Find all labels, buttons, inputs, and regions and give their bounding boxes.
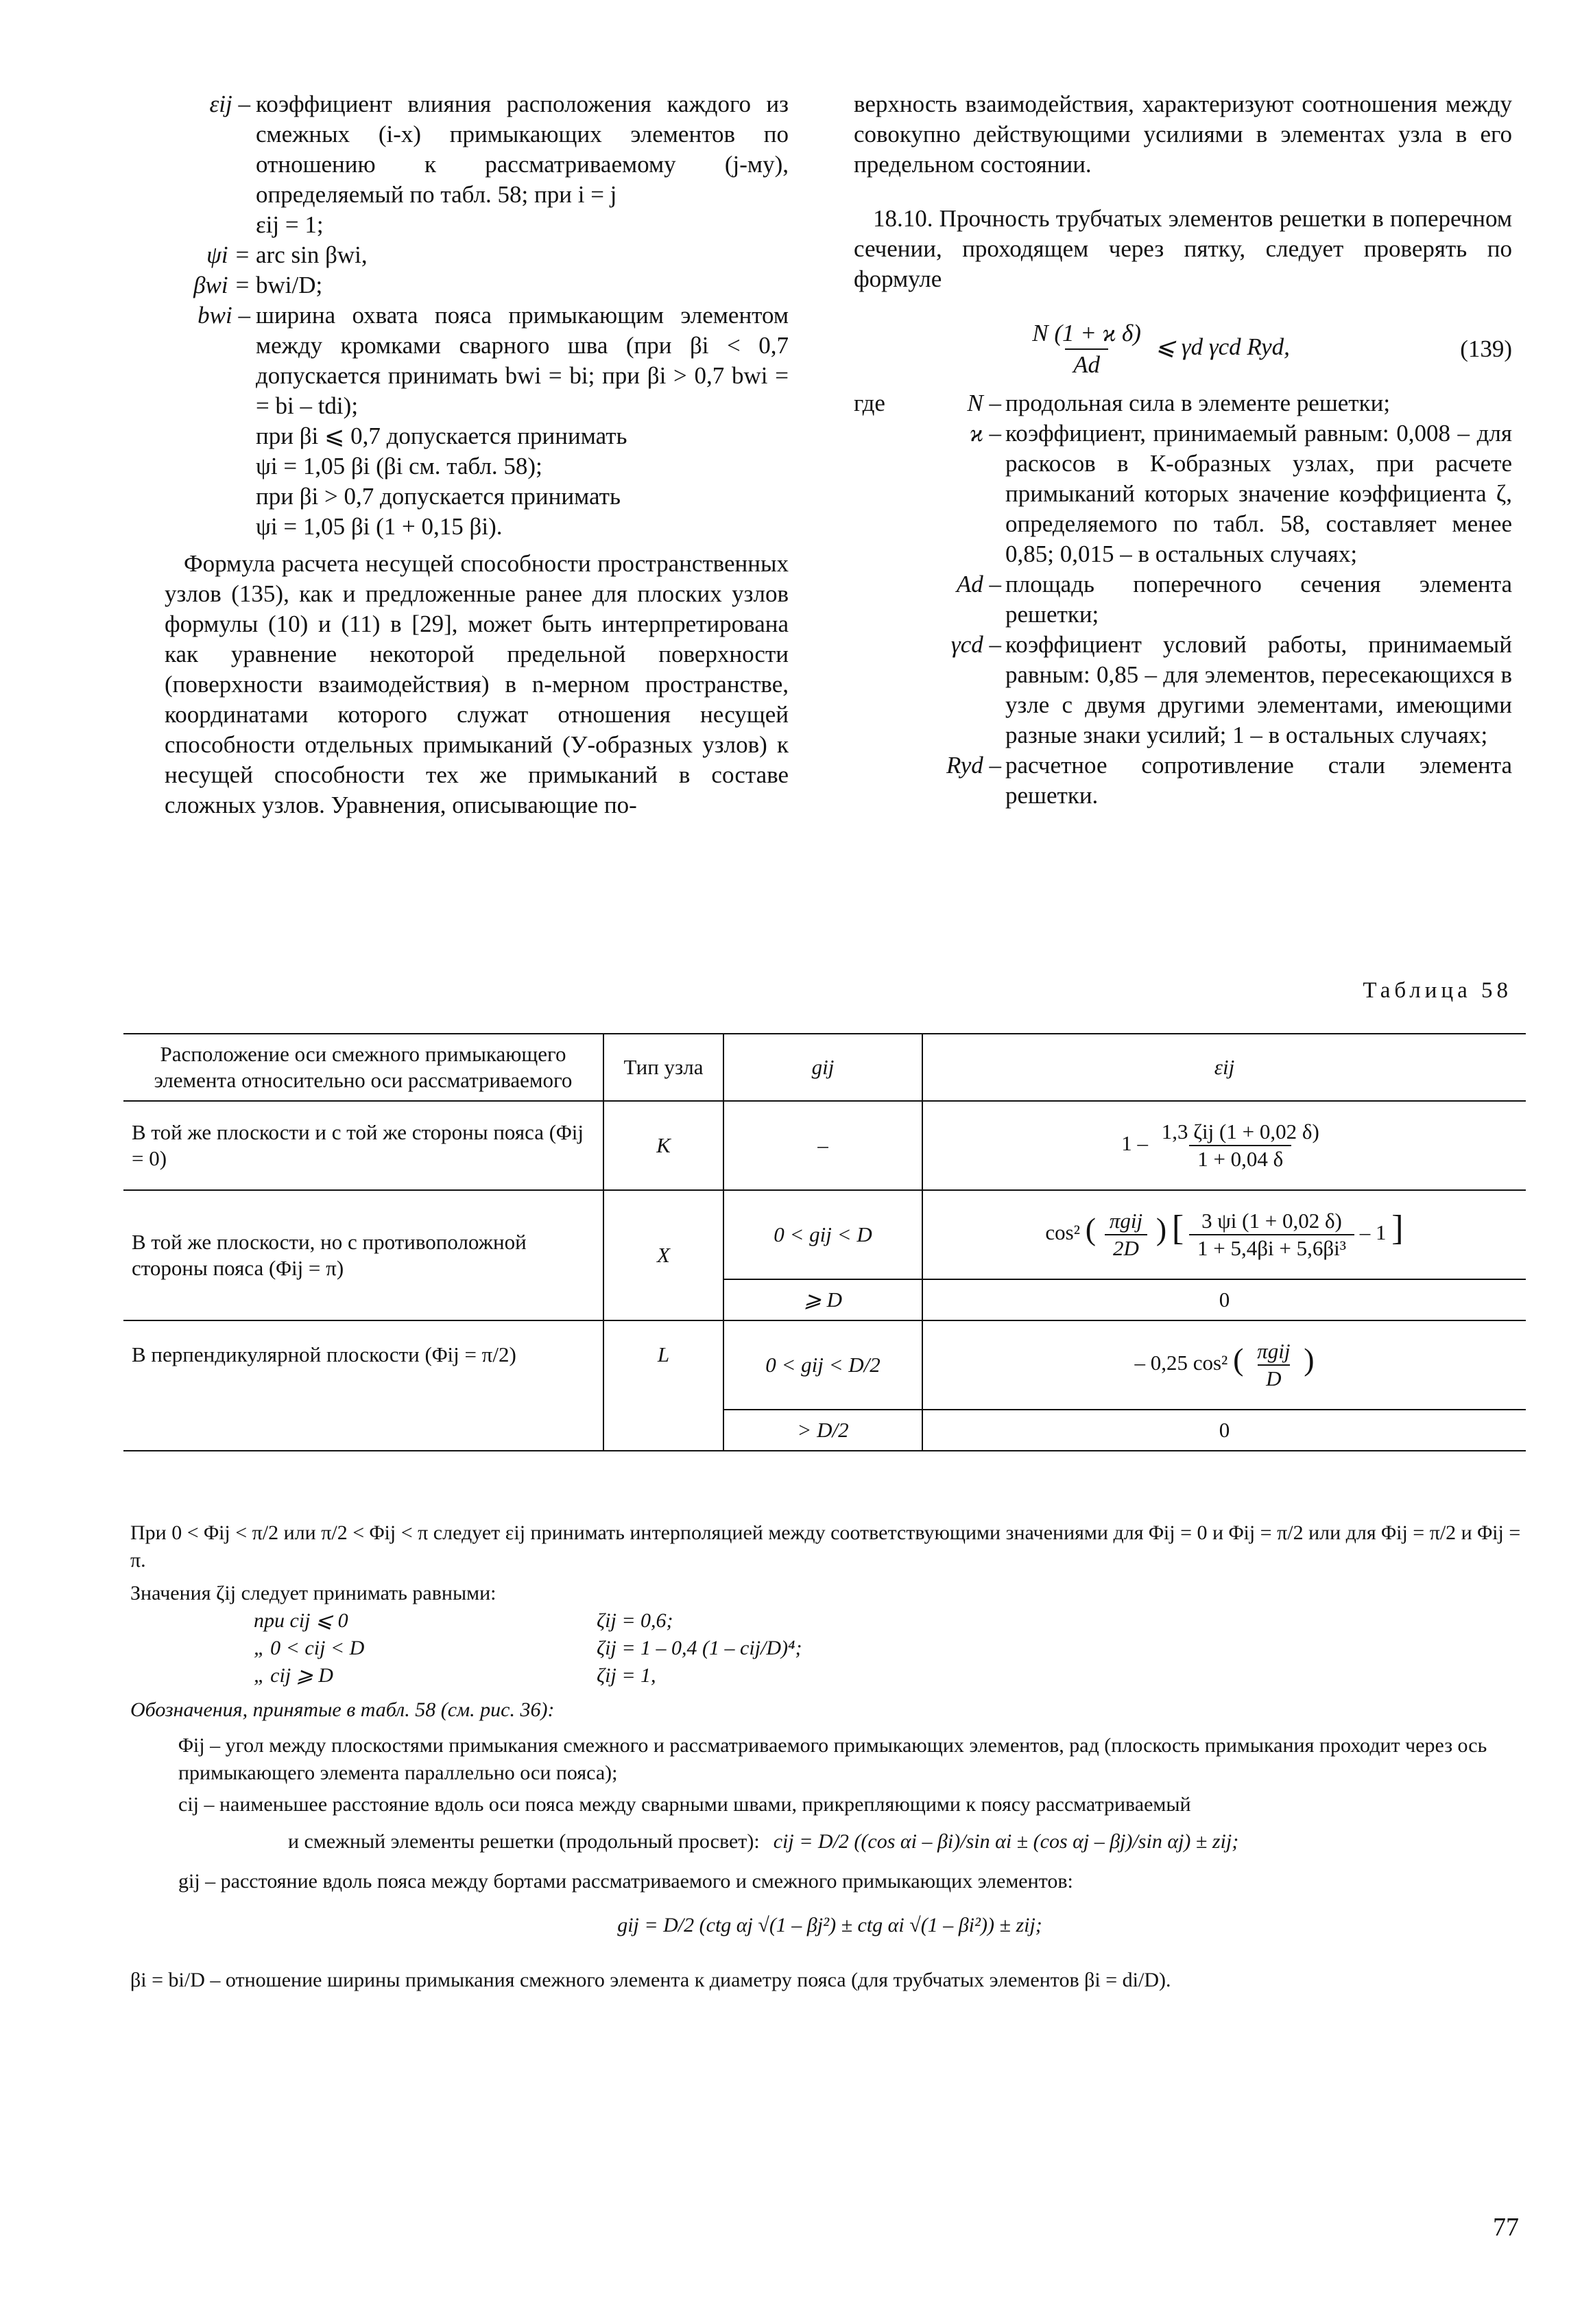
table-row <box>123 1101 1526 1190</box>
eps-inner-denominator: D <box>1258 1364 1289 1392</box>
c-formula-line <box>130 1828 1529 1855</box>
zeta-condition: „ cij ⩾ D <box>254 1664 333 1687</box>
definition-symbol: βwi = <box>193 272 250 298</box>
definition-symbol: bwi – <box>197 302 250 329</box>
continuation-paragraph: верхность взаимодействия, характеризуют соотношения между совокупно действующими усилиями в элементах узла в его предельном состоянии. <box>854 91 1512 178</box>
body-paragraph: Формула расчета несущей способности пространственных узлов (135), как и предложенные ранее для плоских узлов формулы (10) и (11) в [29], может быть интерпретирована как уравнение некоторой предельной поверхности (поверхности взаимодействия) в n-мерном пространстве, координатами которого служат отношения несущей способности отдельных примыканий (У-образных узлов) к несущей способности тех же примыканий в составе сложных узлов. Уравнения, описывающие по- <box>165 550 789 818</box>
left-column <box>165 89 789 844</box>
formula-139 <box>854 318 1512 380</box>
formula-denominator: Ad <box>1065 348 1108 380</box>
definition-text: расчетное сопротивление стали элемента решетки. <box>1005 752 1512 809</box>
table-cell: 0 <box>922 1410 1526 1451</box>
definition-row <box>854 388 1512 418</box>
table-cell: cos² ( $\frac{\text{πgij}}{2D}$ ) [ $\frac{3 \psi i (1 + 0,02 \delta)}{\text{1 + 5,4βi + 5,6βi³}}$ – 1 ] <box>922 1190 1526 1279</box>
table-title: Таблица 58 <box>1363 978 1512 1003</box>
definition-symbol: Ad – <box>956 571 1001 597</box>
definition-row <box>165 240 789 270</box>
section-18-10: 18.10. Прочность трубчатых элементов решетки в поперечном сечении, проходящем через пятку, следует проверять по формуле <box>854 205 1512 292</box>
table-cell: – 0,25 cos² ( $\frac{\text{πgij}}{D}$ ) <box>922 1320 1526 1410</box>
table-header-row <box>123 1034 1526 1101</box>
zeta-row <box>130 1607 1529 1635</box>
column-header: Тип узла <box>603 1034 723 1101</box>
table-cell: 0 < gij < D <box>723 1190 922 1279</box>
eps-inner-numerator: πgij <box>1109 1209 1143 1233</box>
definition-symbol: Ryd – <box>946 752 1001 779</box>
designations-title: Обозначения, принятые в табл. 58 (см. рис. 36): <box>130 1698 555 1721</box>
definition-text: ширина охвата пояса примыкающим элементом между кромками сварного шва (при βi < 0,7 допускается принимать bwi = bi; при βi > 0,7 bwi = = bi – tdi); <box>256 302 789 419</box>
definition-text: arc sin βwi, <box>256 241 368 268</box>
eps-prefix: – 0,25 cos² <box>1134 1351 1228 1375</box>
definition-text: εij = 1; <box>256 211 324 238</box>
definition-text: продольная сила в элементе решетки; <box>1005 390 1391 416</box>
g-formula: gij = D/2 (ctg αj √(1 – βj²) ± ctg αi √(1 – βi²)) ± zij; <box>617 1914 1042 1936</box>
page-number: 77 <box>1493 2213 1519 2242</box>
definition-row <box>854 630 1512 750</box>
eps-inner-numerator: πgij <box>1257 1339 1291 1363</box>
column-header: εij <box>922 1034 1526 1101</box>
table-cell: – <box>723 1101 922 1190</box>
table-cell: 0 <box>922 1279 1526 1320</box>
eps-cos: cos² <box>1045 1220 1080 1245</box>
formula-fraction <box>1024 318 1149 380</box>
table-cell: X <box>603 1190 723 1320</box>
definition-row <box>165 270 789 300</box>
definition-row <box>854 418 1512 569</box>
definition-text: bwi/D; <box>256 272 323 298</box>
eps-denominator: 1 + 0,04 δ <box>1189 1145 1291 1172</box>
column-header: Расположение оси смежного примыкающего элемента относительно оси рассматриваемого <box>123 1034 603 1101</box>
definition-text: коэффициент условий работы, принимаемый равным: 0,85 – для элементов, пересекающихся в узле с двумя другими элементами, имеющими разные знаки усилий; 1 – в остальных случаях; <box>1005 631 1512 748</box>
table-row <box>123 1190 1526 1279</box>
table-cell: ⩾ D <box>723 1279 922 1320</box>
table-cell: В той же плоскости и с той же стороны пояса (Φij = 0) <box>123 1101 603 1190</box>
formula-line: ψi = 1,05 βi (1 + 0,15 βi). <box>256 513 503 540</box>
beta-definition: βi = bi/D – отношение ширины примыкания смежного элемента к диаметру пояса (для трубчатых элементов βi = di/D). <box>130 1969 1171 1991</box>
definition-symbol: N – <box>967 390 1001 416</box>
where-label: где <box>854 390 885 416</box>
table-cell: В той же плоскости, но с противоположной стороны пояса (Φij = π) <box>123 1190 603 1320</box>
table-cell: K <box>603 1101 723 1190</box>
definition-symbol: γcd – <box>950 631 1001 658</box>
definition-symbol: ϰ – <box>970 420 1001 447</box>
definition-row <box>165 210 789 240</box>
table-notes <box>130 1519 1529 1994</box>
column-header: gij <box>723 1034 922 1101</box>
table-58 <box>123 1033 1526 1451</box>
eps-tail: – 1 <box>1359 1220 1387 1245</box>
zeta-value: ζij = 0,6; <box>597 1609 673 1632</box>
definition-symbol: ψi = <box>206 241 250 268</box>
g-definition: gij – расстояние вдоль пояса между бортами рассматриваемого и смежного примыкающих элементов: <box>178 1870 1073 1893</box>
phi-definition: Φij – угол между плоскостями примыкания смежного и рассматриваемого примыкающих элементов, рад (плоскость примыкания проходит через ось примыкающего элемента параллельно оси пояса); <box>178 1734 1487 1784</box>
definition-row <box>165 300 789 421</box>
zeta-intro: Значения ζij следует принимать равными: <box>130 1582 496 1604</box>
formula-line: ψi = 1,05 βi (βi см. табл. 58); <box>256 453 542 479</box>
eps-inner-denominator: 2D <box>1105 1234 1147 1261</box>
eps-prefix: 1 – <box>1121 1131 1148 1156</box>
table-cell: В перпендикулярной плоскости (Φij = π/2) <box>123 1320 603 1451</box>
right-column <box>854 89 1512 811</box>
eps-numerator: 3 ψi (1 + 0,02 δ) <box>1201 1209 1342 1233</box>
definition-text: коэффициент влияния расположения каждого из смежных (i-x) примыкающих элементов по отношению к рассматриваемому (j-му), определяемый по табл. 58; при i = j <box>256 91 789 208</box>
formula-numerator: N (1 + ϰ δ) <box>1032 320 1141 346</box>
zeta-value: ζij = 1 – 0,4 (1 – cij/D)⁴; <box>597 1637 802 1659</box>
eps-denominator: 1 + 5,4βi + 5,6βi³ <box>1189 1234 1354 1261</box>
table-cell: 0 < gij < D/2 <box>723 1320 922 1410</box>
definition-row <box>854 569 1512 630</box>
definition-row <box>854 750 1512 811</box>
eps-inner-fraction <box>1101 1208 1151 1261</box>
zeta-row <box>130 1635 1529 1662</box>
formula-line: при βi ⩽ 0,7 допускается принимать <box>256 423 627 449</box>
zeta-row <box>130 1662 1529 1689</box>
definition-text: площадь поперечного сечения элемента решетки; <box>1005 571 1512 628</box>
table-cell <box>922 1101 1526 1190</box>
c-definition: cij – наименьшее расстояние вдоль оси пояса между сварными швами, прикрепляющими к поясу рассматриваемый <box>178 1793 1191 1816</box>
table-row <box>123 1320 1526 1410</box>
eps-numerator: 1,3 ζij (1 + 0,02 δ) <box>1161 1119 1319 1143</box>
definition-row <box>165 89 789 210</box>
formula-rhs: ⩽ γd γcd Ryd, <box>1155 333 1290 361</box>
table-cell: > D/2 <box>723 1410 922 1451</box>
definition-text: коэффициент, принимаемый равным: 0,008 – для раскосов в К-образных узлах, при расчете примыканий которых значение коэффициента ζ, определяемого по табл. 58, составляет менее 0,85; 0,015 – в остальных случаях; <box>1005 420 1512 567</box>
zeta-condition: „ 0 < cij < D <box>254 1637 365 1659</box>
eps-fraction <box>1153 1119 1328 1172</box>
c-definition-cont: и смежный элементы решетки (продольный просвет): <box>288 1830 760 1853</box>
c-formula: cij = D/2 ((cos αi – βi)/sin αi ± (cos αj – βj)/sin αj) ± zij; <box>773 1830 1239 1853</box>
eps-inner-fraction <box>1249 1338 1298 1392</box>
zeta-condition: при cij ⩽ 0 <box>254 1609 348 1632</box>
zeta-value: ζij = 1, <box>597 1664 656 1687</box>
formula-number: (139) <box>1460 335 1512 362</box>
interpolation-note: При 0 < Φij < π/2 или π/2 < Φij < π следует εij принимать интерполяцией между соответствующими значениями для Φij = 0 и Φij = π/2 или для Φij = π/2 и Φij = π. <box>130 1521 1521 1572</box>
formula-line: при βi > 0,7 допускается принимать <box>256 483 621 510</box>
eps-fraction <box>1189 1208 1354 1261</box>
table-cell: L <box>603 1320 723 1451</box>
definition-symbol: εij – <box>209 91 250 117</box>
